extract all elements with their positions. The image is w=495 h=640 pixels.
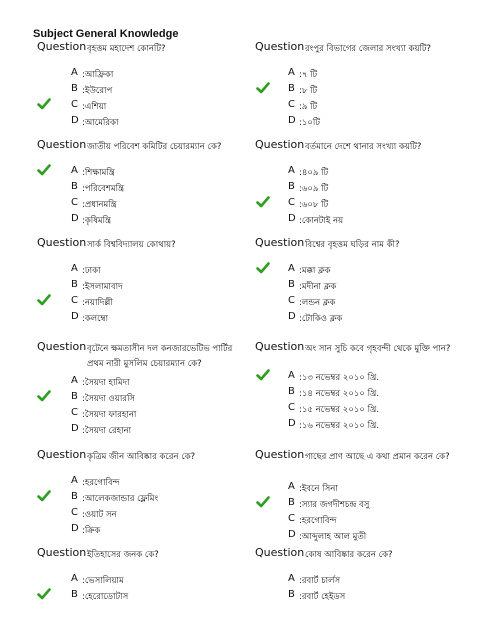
option-letter: A: [71, 375, 78, 386]
document-title: Subject General Knowledge: [33, 28, 179, 40]
answer-option: [0, 213, 230, 229]
option-letter: C: [71, 197, 78, 208]
option-text: :ভেসালিয়াম: [82, 576, 124, 586]
answer-option: [248, 67, 478, 83]
question-text: অং সান সুচি কবে গৃহবন্দী থেকে মুক্তি পান?: [305, 344, 451, 354]
option-text: :সৈয়দা রেহানা: [82, 426, 132, 436]
option-letter: A: [71, 475, 78, 486]
check-icon: [37, 389, 51, 403]
option-letter: A: [288, 165, 295, 176]
option-text: :সৈয়দা ফারহানা: [82, 410, 137, 420]
option-letter: D: [288, 418, 296, 429]
answer-option: [0, 99, 230, 115]
question-text: কোষ আবিষ্কার করেন কে?: [305, 550, 393, 560]
check-icon: [37, 163, 51, 177]
question-text: ইতিহাসের জনক কে?: [87, 550, 159, 560]
option-text: :১০টি: [299, 118, 320, 128]
option-text: :১৬ নভেম্বর ২০১০ খ্রি.: [299, 421, 380, 431]
option-letter: B: [288, 181, 295, 192]
answer-option: [0, 589, 230, 605]
option-text: :ওয়াট সন: [82, 510, 117, 520]
answer-option: [0, 507, 230, 523]
question-text: বর্তমানে দেশে থানার সংখ্যা কয়টি?: [305, 142, 422, 152]
option-text: :প্রধানমন্ত্রি: [82, 200, 117, 210]
answer-option: [248, 573, 478, 589]
option-letter: D: [71, 213, 79, 224]
answer-option: [0, 391, 230, 407]
question-label: Question: [37, 40, 87, 53]
option-letter: A: [288, 370, 295, 381]
question-text: সার্ক বিশ্ববিদ্যালয় কোথায়?: [87, 240, 176, 250]
answer-option: [248, 513, 478, 529]
answer-option: [248, 197, 478, 213]
check-icon: [37, 97, 51, 111]
answer-option: [0, 475, 230, 491]
option-letter: B: [288, 589, 295, 600]
answer-option: [0, 181, 230, 197]
answer-option: [248, 497, 478, 513]
option-text: :কলম্বো: [82, 314, 109, 324]
answer-option: [248, 83, 478, 99]
answer-option: [0, 423, 230, 439]
option-text: :সৈয়দা হামিদা: [82, 378, 130, 388]
option-text: :১৫ নভেম্বর ২০১০ খ্রি.: [299, 405, 380, 415]
option-letter: B: [71, 279, 78, 290]
check-icon: [256, 81, 270, 95]
answer-option: [0, 295, 230, 311]
answer-option: [248, 295, 478, 311]
answer-option: [0, 263, 230, 279]
option-letter: A: [71, 573, 78, 584]
answer-option: [248, 99, 478, 115]
option-letter: C: [288, 513, 295, 524]
question-label: Question: [37, 340, 87, 353]
question-text: রংপুর বিভাগের জেলার সংখ্যা কয়টি?: [305, 44, 432, 54]
answer-option: [0, 197, 230, 213]
option-letter: C: [288, 402, 295, 413]
option-letter: A: [71, 165, 78, 176]
option-letter: C: [288, 295, 295, 306]
option-letter: D: [71, 523, 79, 534]
answer-option: [248, 589, 478, 605]
answer-option: [0, 407, 230, 423]
option-text: :নয়াদিল্লী: [82, 298, 113, 308]
answer-option: [248, 263, 478, 279]
option-text: :কৃষিমন্ত্রি: [82, 216, 111, 226]
question-label: Question: [255, 546, 305, 559]
option-text: :আলেকজান্ডার ফ্লেমিং: [82, 494, 159, 504]
option-text: :কোনটাই নয়: [299, 216, 344, 226]
check-icon: [37, 293, 51, 307]
option-letter: B: [71, 391, 78, 402]
answer-option: [248, 279, 478, 295]
answer-option: [248, 165, 478, 181]
answer-option: [248, 529, 478, 545]
answer-option: [248, 386, 478, 402]
option-text: :রবার্ট চার্লস: [299, 576, 341, 586]
option-letter: D: [71, 423, 79, 434]
answer-option: [248, 402, 478, 418]
answer-option: [248, 115, 478, 131]
check-icon: [256, 368, 270, 382]
option-text: :আব্দুলাহ আল মুতী: [299, 532, 367, 542]
option-letter: B: [288, 279, 295, 290]
option-letter: A: [71, 263, 78, 274]
check-icon: [256, 261, 270, 275]
option-text: :শিক্ষামন্ত্রি: [82, 168, 115, 178]
option-text: :সৈয়দা ওয়ারসি: [82, 394, 136, 404]
option-text: :পরিবেশমন্ত্রি: [82, 184, 124, 194]
answer-option: [0, 573, 230, 589]
option-text: :ঢাকা: [82, 266, 101, 276]
option-letter: B: [288, 497, 295, 508]
option-text: :মদীনা ক্লক: [299, 282, 337, 292]
question-label: Question: [255, 340, 305, 353]
option-text: :আমেরিকা: [82, 118, 119, 128]
option-text: :১৪ নভেম্বর ২০১০ খ্রি.: [299, 389, 380, 399]
option-text: :ইবনে সিনা: [299, 484, 338, 494]
option-text: :মক্কা ক্লক: [299, 266, 331, 276]
option-letter: C: [71, 99, 78, 110]
answer-option: [248, 481, 478, 497]
option-letter: B: [71, 491, 78, 502]
option-letter: C: [71, 407, 78, 418]
answer-option: [0, 523, 230, 539]
option-text: :লন্ডন ক্লক: [299, 298, 336, 308]
option-text: :টোকিও ক্লক: [299, 314, 343, 324]
check-icon: [256, 195, 270, 209]
option-text: :হরগোবিন্দ: [299, 516, 337, 526]
question-label: Question: [37, 448, 87, 461]
option-letter: C: [71, 295, 78, 306]
check-icon: [256, 495, 270, 509]
option-text: :৭ টি: [299, 70, 318, 80]
option-letter: C: [288, 99, 295, 110]
answer-option: [0, 491, 230, 507]
answer-option: [248, 311, 478, 327]
option-letter: D: [71, 115, 79, 126]
question-label: Question: [37, 138, 87, 151]
option-letter: B: [71, 83, 78, 94]
answer-option: [248, 181, 478, 197]
option-text: :৮ টি: [299, 86, 318, 96]
answer-option: [0, 311, 230, 327]
check-icon: [37, 489, 51, 503]
option-letter: A: [288, 263, 295, 274]
question-text: বিশ্বের বৃহত্তম ঘড়ির নাম কী?: [305, 240, 400, 250]
option-text: :আফ্রিকা: [82, 70, 114, 80]
question-text: গাছের প্রাণ আছে এ কথা প্রমান করেন কে?: [305, 452, 450, 462]
answer-option: [248, 370, 478, 386]
question-label: Question: [255, 236, 305, 249]
option-text: :১৩ নভেম্বর ২০১০ খ্রি.: [299, 373, 380, 383]
option-letter: A: [288, 573, 295, 584]
option-letter: B: [288, 386, 295, 397]
option-letter: D: [288, 529, 296, 540]
answer-option: [248, 213, 478, 229]
option-text: :রবার্ট হেইডস: [299, 592, 346, 602]
option-text: :ইসলামাবাদ: [82, 282, 123, 292]
option-text: :৪০৯ টি: [299, 168, 329, 178]
option-letter: B: [71, 589, 78, 600]
question-label: Question: [255, 40, 305, 53]
question-text: বৃটেনে ক্ষমতাসীন দল কনজারভেটিভ পার্টির প্রথম নারী মুসলিম চেয়ারম্যান কে?: [87, 344, 233, 369]
question-text: জাতীয় পরিবেশ কমিটির চেয়ারম্যান কে?: [87, 142, 222, 152]
option-text: :স্যার জগদীশচন্দ্র বসু: [299, 500, 370, 510]
option-text: :হেরোডোটাস: [82, 592, 129, 602]
answer-option: [0, 83, 230, 99]
option-letter: C: [288, 197, 295, 208]
answer-option: [0, 67, 230, 83]
option-text: :৬০৮ টি: [299, 200, 329, 210]
answer-option: [248, 418, 478, 434]
option-letter: D: [288, 115, 296, 126]
option-text: :ইউরোপ: [82, 86, 113, 96]
option-text: :৯ টি: [299, 102, 318, 112]
option-letter: D: [288, 311, 296, 322]
check-icon: [37, 587, 51, 601]
option-text: :ক্রিক: [82, 526, 101, 536]
option-letter: A: [71, 67, 78, 78]
option-text: :৬০৯ টি: [299, 184, 329, 194]
option-letter: D: [288, 213, 296, 224]
answer-option: [0, 165, 230, 181]
option-letter: B: [71, 181, 78, 192]
answer-option: [0, 279, 230, 295]
answer-option: [0, 375, 230, 391]
option-letter: B: [288, 83, 295, 94]
option-letter: A: [288, 481, 295, 492]
answer-option: [0, 115, 230, 131]
question-label: Question: [37, 236, 87, 249]
option-letter: C: [71, 507, 78, 518]
option-letter: D: [71, 311, 79, 322]
question-label: Question: [37, 546, 87, 559]
option-text: :হরগোবিন্দ: [82, 478, 120, 488]
question-label: Question: [255, 448, 305, 461]
question-label: Question: [255, 138, 305, 151]
question-text: বৃহত্তম মহাদেশ কোনটি?: [87, 44, 166, 54]
question-text: কৃত্রিম জীন আবিষ্কার করেন কে?: [87, 452, 196, 462]
option-text: :এশিয়া: [82, 102, 107, 112]
option-letter: A: [288, 67, 295, 78]
